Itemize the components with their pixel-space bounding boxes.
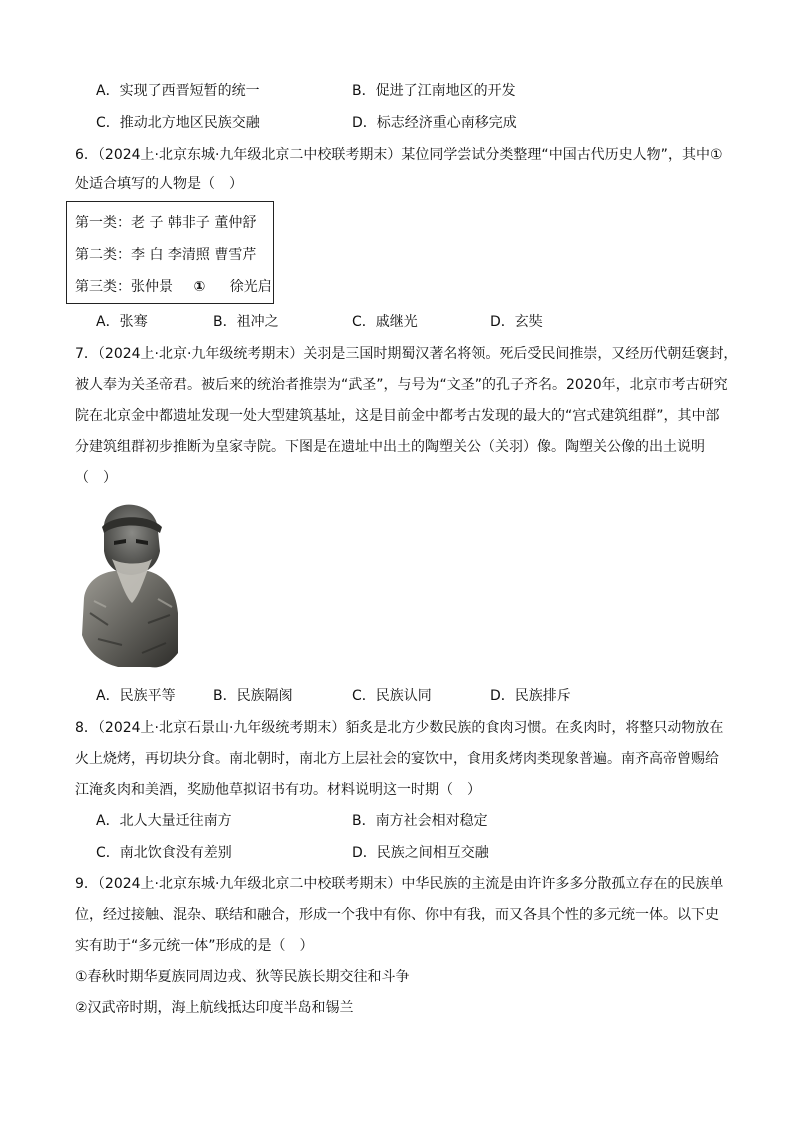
q5-option-c: C．推动北方地区民族交融: [96, 115, 260, 131]
q8-option-b: B．南方社会相对稳定: [352, 813, 488, 829]
q7-option-b: B．民族隔阂: [213, 688, 293, 704]
q9-item-1: ①春秋时期华夏族同周边戎、狄等民族长期交往和斗争: [75, 969, 410, 985]
q8-option-c: C．南北饮食没有差别: [96, 845, 232, 861]
guan-yu-statue-image: [78, 503, 182, 671]
q6-option-d: D．玄奘: [490, 314, 543, 330]
q7-stem-line2: 被人奉为关圣帝君。被后来的统治者推崇为“武圣”，与号为“文圣”的孔子齐名。2020年，北京市考古研究: [75, 377, 728, 393]
q7-option-c: C．民族认同: [352, 688, 432, 704]
q6-stem-line2: 处适合填写的人物是（ ）: [75, 176, 243, 192]
table-row-3-prefix: 第三类：张仲景: [75, 279, 173, 295]
q8-option-d: D．民族之间相互交融: [352, 845, 489, 861]
q5-option-b: B．促进了江南地区的开发: [352, 83, 516, 99]
q9-stem-line2: 位，经过接触、混杂、联结和融合，形成一个我中有你、你中有我，而又各具个性的多元统一体。以下史: [75, 907, 719, 923]
table-row-1: 第一类：老 子 韩非子 董仲舒: [75, 215, 257, 231]
q7-option-a: A．民族平等: [96, 688, 176, 704]
q7-stem-line4: 分建筑组群初步推断为皇家寺院。下图是在遗址中出土的陶塑关公（关羽）像。陶塑关公像的出土说明: [75, 439, 705, 455]
q6-option-b: B．祖冲之: [213, 314, 279, 330]
table-row-3: [75, 276, 272, 296]
q6-option-c: C．戚继光: [352, 314, 418, 330]
q7-stem-line3: 院在北京金中都遗址发现一处大型建筑基址，这是目前金中都考古发现的最大的“宫式建筑组群”，其中部: [75, 408, 720, 424]
q8-stem-line2: 火上烧烤，再切块分食。南北朝时，南北方上层社会的宴饮中，食用炙烤肉类现象普遍。南齐高帝曾赐给: [75, 751, 719, 767]
q6-classification-table: [66, 201, 274, 304]
q8-stem-line1: 8．（2024上·北京石景山·九年级统考期末）貊炙是北方少数民族的食肉习惯。在炙肉时，将整只动物放在: [75, 720, 724, 736]
q8-option-a: A．北人大量迁往南方: [96, 813, 232, 829]
q7-stem-line1: 7．（2024上·北京·九年级统考期末）关羽是三国时期蜀汉著名将领。死后受民间推崇，又经历代朝廷褒封，: [75, 346, 738, 362]
q9-stem-line3: 实有助于“多元统一体”形成的是（ ）: [75, 938, 314, 954]
table-row-2: 第二类：李 白 李清照 曹雪芹: [75, 247, 257, 263]
q6-option-a: A．张骞: [96, 314, 148, 330]
q6-stem-line1: 6．（2024上·北京东城·九年级北京二中校联考期末）某位同学尝试分类整理“中国古代历史人物”，其中①: [75, 147, 723, 163]
q9-stem-line1: 9．（2024上·北京东城·九年级北京二中校联考期末）中华民族的主流是由许许多多分散孤立存在的民族单: [75, 876, 724, 892]
q8-stem-line3: 江淹炙肉和美酒，奖励他草拟诏书有功。材料说明这一时期（ ）: [75, 782, 481, 798]
table-row-3-suffix: 徐光启: [229, 279, 272, 295]
q9-item-2: ②汉武帝时期，海上航线抵达印度半岛和锡兰: [75, 1000, 354, 1016]
blank-marker: ①: [193, 279, 206, 295]
q7-option-d: D．民族排斥: [490, 688, 571, 704]
q5-option-d: D．标志经济重心南移完成: [352, 115, 517, 131]
q5-option-a: A．实现了西晋短暂的统一: [96, 83, 260, 99]
q7-stem-line5: （ ）: [75, 470, 117, 486]
